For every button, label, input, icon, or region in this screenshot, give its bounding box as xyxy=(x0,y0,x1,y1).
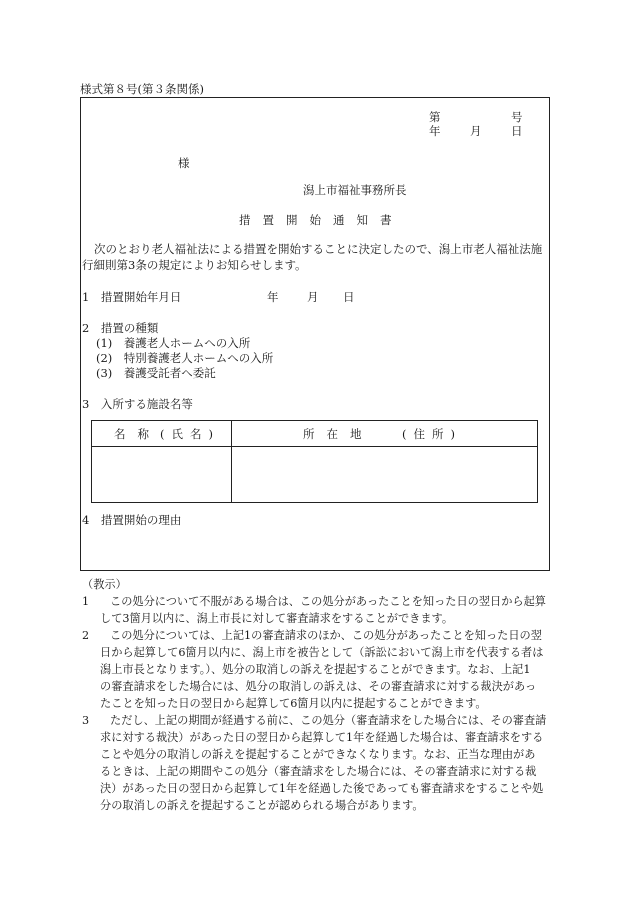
facility-name-cell[interactable] xyxy=(93,448,229,502)
notice-item xyxy=(80,627,550,712)
section-1-label: 1 措置開始年月日 xyxy=(82,290,182,304)
facility-table xyxy=(91,420,538,503)
appeal-notice xyxy=(80,576,550,814)
notice-item xyxy=(80,593,550,627)
notice-item-number: 2 xyxy=(82,629,90,642)
col-header-name: 名称 xyxy=(114,427,161,441)
col-header-name-paren: (氏名) xyxy=(160,427,220,441)
notice-item-line: るときは、上記の期間やこの処分（審査請求をした場合には、その審査請求に対する裁 xyxy=(100,765,537,778)
date-day: 日 xyxy=(511,124,523,138)
notice-item-line: の審査請求をした場合には、処分の取消しの訴えは、その審査請求に対する裁決があっ xyxy=(100,680,537,693)
issuer: 潟上市福祉事務所長 xyxy=(303,183,407,197)
notice-item-number: 1 xyxy=(82,595,90,608)
number-suffix: 号 xyxy=(511,110,523,124)
notice-item-line: 潟上市長となります。）、処分の取消しの訴えを提起することができます。なお、上記1 xyxy=(100,663,531,676)
section-1-year: 年 xyxy=(267,290,279,304)
notice-item-line: たことを知った日の翌日から起算して6箇月以内に提起することができます。 xyxy=(100,697,487,710)
col-header-address: 所在地 xyxy=(303,427,374,441)
section-1-month: 月 xyxy=(307,290,319,304)
notice-items xyxy=(80,593,550,814)
section-2-label: 2 措置の種類 xyxy=(82,321,159,335)
date-year: 年 xyxy=(429,124,441,138)
addressee-suffix: 様 xyxy=(178,156,190,170)
section-2-item: (1) 養護老人ホームへの入所 xyxy=(96,336,251,350)
notice-item-line: この処分については、上記1の審査請求のほか、この処分があったことを知った日の翌 xyxy=(110,629,542,642)
number-prefix: 第 xyxy=(429,110,441,124)
section-3-label: 3 入所する施設名等 xyxy=(82,397,193,411)
notice-heading: （教示） xyxy=(82,578,127,591)
notice-item-line: 求に対する裁決）があった日の翌日から起算して1年を経過した場合は、審査請求をする xyxy=(100,731,544,744)
facility-address-cell[interactable] xyxy=(233,448,536,502)
notice-item-line: ただし、上記の期間が経過する前に、この処分（審査請求をした場合には、その審査請 xyxy=(110,714,547,727)
section-4-label: 4 措置開始の理由 xyxy=(82,513,182,527)
notice-frame xyxy=(80,97,550,571)
section-2-item: (3) 養護受託者へ委託 xyxy=(96,366,216,380)
notice-item-line: 決）があった日の翌日から起算して1年を経過した後であっても審査請求をすることや処 xyxy=(100,782,544,795)
notice-item-line: 分の取消しの訴えを提起することが認められる場合があります。 xyxy=(100,799,424,812)
notice-item-line: ことや処分の取消しの訴えを提起することができなくなります。なお、正当な理由があ xyxy=(100,748,536,761)
notice-item-line: 日から起算して6箇月以内に、潟上市を被告として（訴訟において潟上市を代表する者は xyxy=(100,646,544,659)
notice-item-number: 3 xyxy=(82,714,90,727)
form-label: 様式第８号(第３条関係) xyxy=(80,82,204,96)
notice-item-line: この処分について不服がある場合は、この処分があったことを知った日の翌日から起算 xyxy=(110,595,546,608)
col-header-address-paren: (住所) xyxy=(402,427,462,441)
intro-line-1: 次のとおり老人福祉法による措置を開始することに決定したので、潟上市老人福祉法施 xyxy=(94,242,543,256)
notice-item-line: して3箇月以内に、潟上市長に対して審査請求をすることができます。 xyxy=(100,612,454,625)
notice-item xyxy=(80,712,550,814)
document-title: 措置開始通知書 xyxy=(239,213,404,227)
intro-line-2: 行細則第3条の規定によりお知らせします。 xyxy=(82,258,307,272)
section-2-item: (2) 特別養護老人ホームへの入所 xyxy=(96,351,274,365)
section-1-day: 日 xyxy=(343,290,355,304)
date-month: 月 xyxy=(470,124,482,138)
